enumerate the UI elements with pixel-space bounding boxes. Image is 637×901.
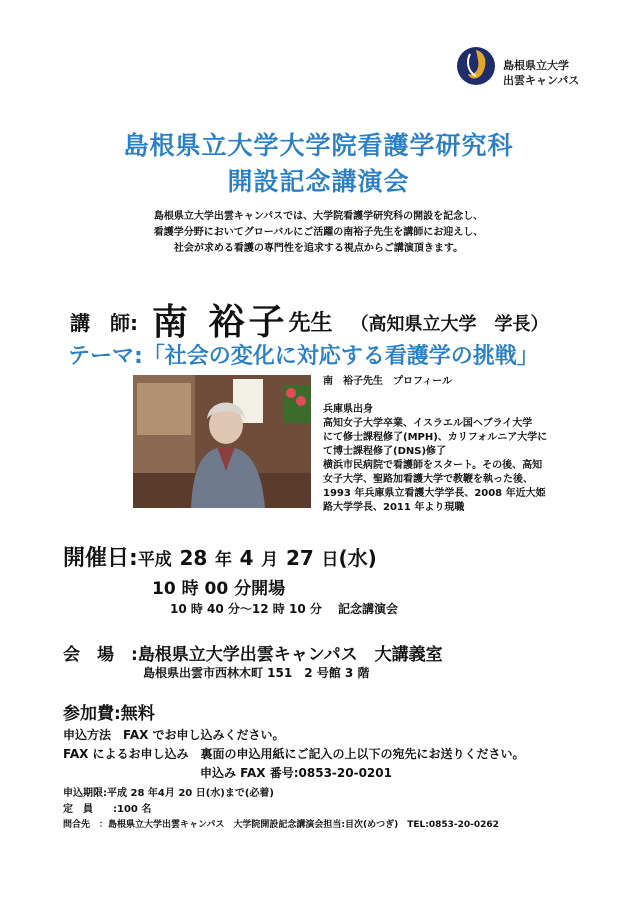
speaker-photo [133,375,311,508]
date-month: 4 [239,546,254,570]
logo-text: 島根県立大学 出雲キャンパス [503,59,580,87]
speaker-line [70,294,549,345]
participation-fee: 参加費:無料 [63,704,155,724]
date-label: 開催日: [63,546,138,571]
profile-body: 高知女子大学卒業、イスラエル国ヘブライ大学 にて修士課程修了(MPH)、カリフォルニア大学に て博士課程修了(DNS)修了 横浜市民病院で看護師をスタート。その後、高知 女子大学、聖路加看護大学で教鞭を執った後、 1993 年兵庫県立看護大学学長、2008 年近大姫 路大学学長、2011 年より現職 [323,418,548,513]
profile-origin: 兵庫県出身 [323,404,373,415]
title-line-2: 開設記念講演会 [227,167,410,196]
date-day-unit: 日 [321,550,339,570]
open-time: 10 時 00 分開場 [152,579,286,599]
speaker-name: 南 裕子 [152,302,289,343]
university-logo-icon [456,46,496,86]
capacity: 定 員 :100 名 [63,804,152,815]
apply-fax-note: FAX によるお申し込み 裏面の申込用紙にご記入の上以下の宛先にお送りください。 [63,747,525,761]
intro-line-2: 看護学分野においてグローバルにご活躍の南裕子先生を講師にお迎えし、 [153,227,484,238]
speaker-profile [323,375,595,515]
event-date [63,541,377,572]
venue-name: 島根県立大学出雲キャンパス 大講義室 [137,645,443,665]
date-month-unit: 月 [261,550,279,570]
venue [63,640,443,665]
speaker-affiliation: （高知県立大学 学長） [350,314,549,335]
profile-heading: 南 裕子先生 プロフィール [323,376,452,387]
date-year: 28 [179,546,208,570]
date-day: 27 [285,546,314,570]
intro-line-3: 社会が求める看護の専門性を追求する視点からご講演頂きます。 [173,243,464,254]
speaker-honorific: 先生 [288,311,333,336]
date-era: 平成 [137,550,172,570]
venue-label: 会 場 : [63,645,138,665]
venue-address: 島根県出雲市西林木町 151 2 号館 3 階 [143,666,370,680]
apply-deadline: 申込期限:平成 28 年4月 20 日(水)まで(必着) [63,788,274,799]
theme: テーマ:「社会の変化に対応する看護学の挑戦」 [68,344,539,369]
contact: 問合先 ：島根県立大学出雲キャンパス 大学院開設記念講演会担当:目次(めつぎ) TEL:0853-20-0262 [63,820,499,830]
apply-method: 申込方法 FAX でお申し込みください。 [63,728,285,742]
date-weekday: (水) [338,546,377,570]
title-line-1: 島根県立大学大学院看護学研究科 [123,131,514,160]
speaker-label: 講 師: [70,311,138,335]
lecture-time: 10 時 40 分～12 時 10 分 記念講演会 [170,602,399,616]
intro-line-1: 島根県立大学出雲キャンパスでは、大学院看護学研究科の開設を記念し、 [153,211,484,222]
date-year-unit: 年 [215,550,232,570]
apply-fax-number: 申込み FAX 番号:0853-20-0201 [200,766,392,780]
